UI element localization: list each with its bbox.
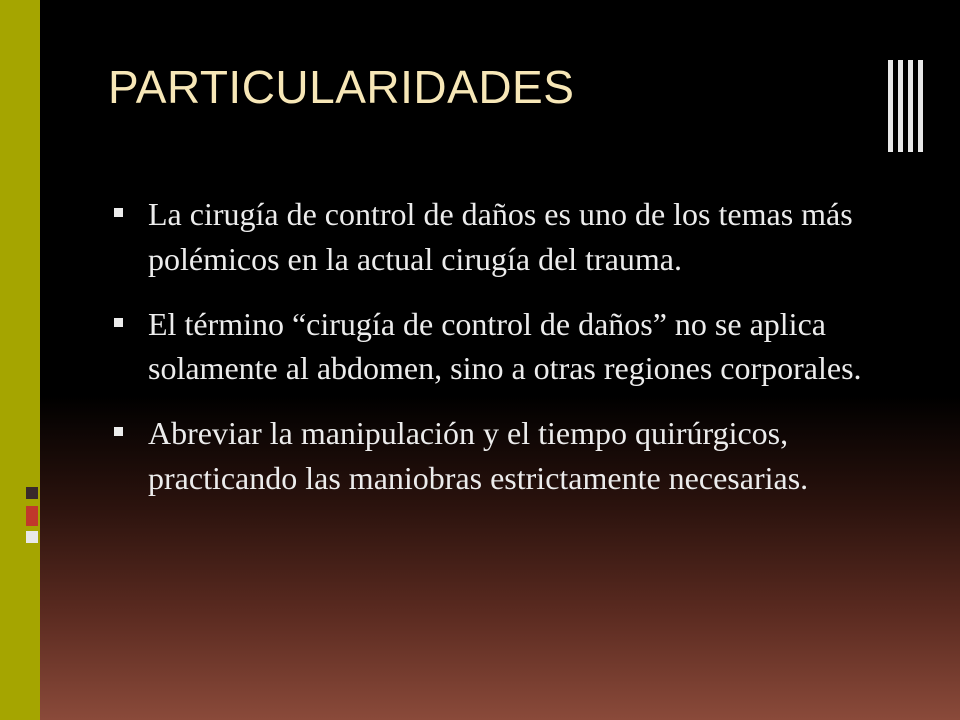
square-bullet-icon [114, 208, 123, 217]
bullet-text: El término “cirugía de control de daños” no se aplica solamente al abdomen, sino a otras regiones corporales. [148, 305, 862, 387]
bullet-item [112, 192, 882, 282]
bullet-item [112, 302, 882, 392]
decorative-square-dark [26, 487, 38, 499]
square-bullet-icon [114, 318, 123, 327]
bullet-list [112, 192, 882, 521]
decorative-square-red [26, 506, 38, 526]
bullet-text: Abreviar la manipulación y el tiempo quirúrgicos, practicando las maniobras estrictamente necesarias. [148, 415, 809, 496]
bullet-text: La cirugía de control de daños es uno de los temas más polémicos en la actual cirugía del trauma. [148, 196, 853, 277]
decorative-side-strip [0, 0, 40, 720]
decorative-square-light [26, 531, 38, 543]
square-bullet-icon [114, 427, 123, 436]
bullet-item [112, 411, 882, 501]
slide-title: PARTICULARIDADES [108, 61, 575, 113]
decorative-vertical-bars [886, 60, 926, 152]
